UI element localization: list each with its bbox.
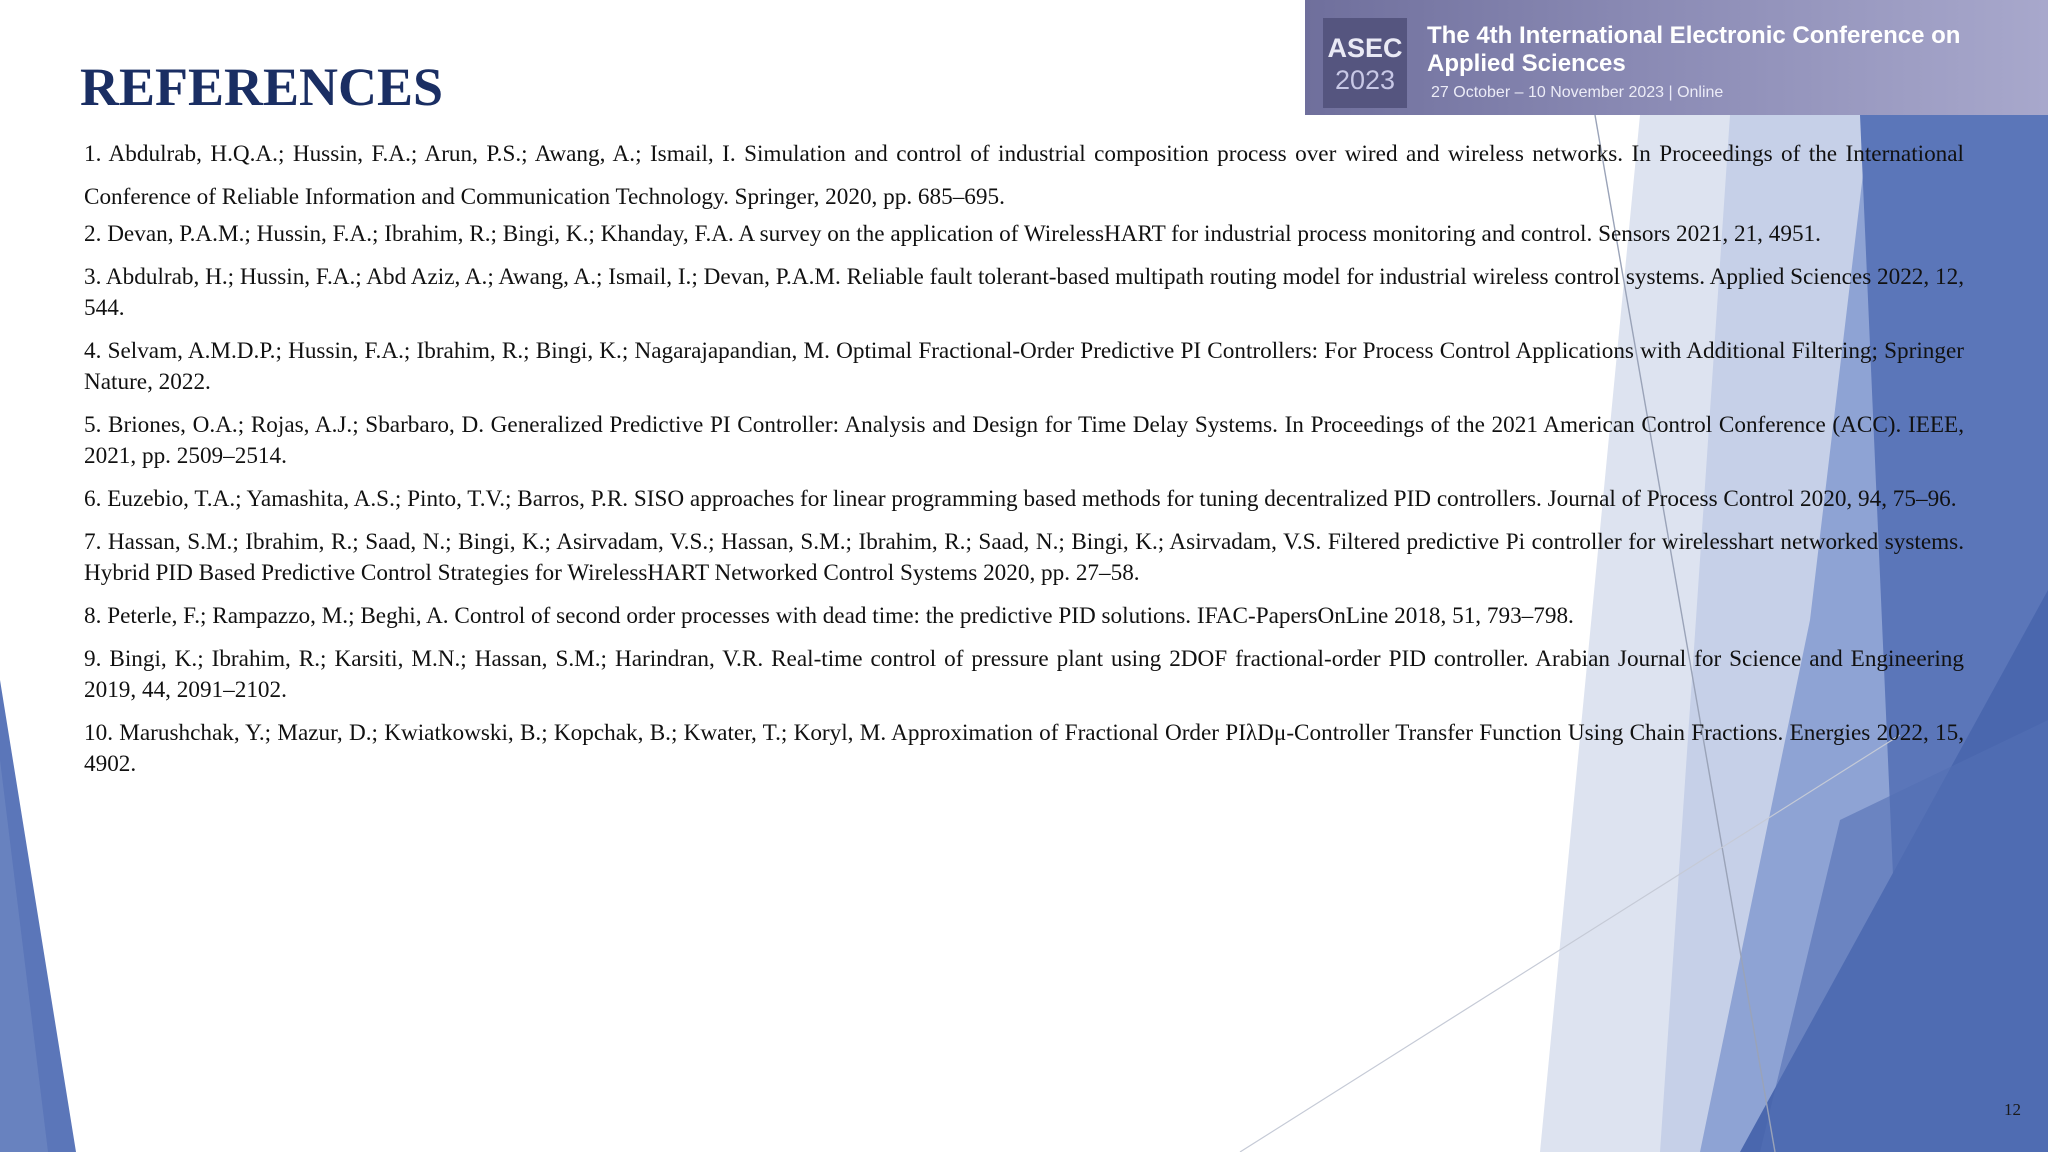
reference-item: 7. Hassan, S.M.; Ibrahim, R.; Saad, N.; Bingi, K.; Asirvadam, V.S.; Hassan, S.M.; Ibrahim, R.; Saad, N.; Bingi, K.; Asirvadam, V.S. Filtered predictive Pi controller for wirelesshart networked systems. Hybrid PID Based Predictive Control Strategies for WirelessHART Networked Control Systems 2020, pp. 27–58.: [84, 529, 1964, 586]
reference-item: 4. Selvam, A.M.D.P.; Hussin, F.A.; Ibrahim, R.; Bingi, K.; Nagarajapandian, M. Optimal Fractional-Order Predictive PI Controllers: For Process Control Applications with Additional Filtering; Springer Nature, 2022.: [84, 338, 1964, 395]
page-title: REFERENCES: [80, 57, 444, 117]
reference-item: 8. Peterle, F.; Rampazzo, M.; Beghi, A. Control of second order processes with dead time: the predictive PID solutions. IFAC-PapersOnLine 2018, 51, 793–798.: [84, 603, 1574, 629]
conference-banner: [1305, 0, 2048, 115]
reference-item: 5. Briones, O.A.; Rojas, A.J.; Sbarbaro, D. Generalized Predictive PI Controller: Analysis and Design for Time Delay Systems. In Proceedings of the 2021 American Control Conference (ACC). IEEE, 2021, pp. 2509–2514.: [84, 412, 1964, 469]
conference-dates: 27 October – 10 November 2023 | Online: [1431, 84, 1724, 101]
reference-item: 2. Devan, P.A.M.; Hussin, F.A.; Ibrahim, R.; Bingi, K.; Khanday, F.A. A survey on the application of WirelessHART for industrial process monitoring and control. Sensors 2021, 21, 4951.: [84, 221, 1821, 247]
reference-item: 3. Abdulrab, H.; Hussin, F.A.; Abd Aziz, A.; Awang, A.; Ismail, I.; Devan, P.A.M. Reliable fault tolerant-based multipath routing model for industrial wireless control systems. Applied Sciences 2022, 12, 544.: [84, 264, 1964, 321]
logo-line-1: ASEC: [1327, 33, 1403, 63]
page-number: 12: [2004, 1100, 2021, 1119]
reference-list: [84, 133, 1964, 792]
conference-logo: [1323, 18, 1407, 108]
reference-item: 1. Abdulrab, H.Q.A.; Hussin, F.A.; Arun, P.S.; Awang, A.; Ismail, I. Simulation and control of industrial composition process over wired and wireless networks. In Proceedings of the International Conference of Reliable Information and Communication Technology. Springer, 2020, pp. 685–695.: [84, 141, 1964, 210]
logo-line-2: 2023: [1334, 65, 1396, 95]
reference-item: 6. Euzebio, T.A.; Yamashita, A.S.; Pinto, T.V.; Barros, P.R. SISO approaches for linear programming based methods for tuning decentralized PID controllers. Journal of Process Control 2020, 94, 75–96.: [84, 486, 1957, 512]
reference-item: 10. Marushchak, Y.; Mazur, D.; Kwiatkowski, B.; Kopchak, B.; Kwater, T.; Koryl, M. Approximation of Fractional Order PIλDμ-Controller Transfer Function Using Chain Fractions. Energies 2022, 15, 4902.: [84, 720, 1964, 777]
reference-item: 9. Bingi, K.; Ibrahim, R.; Karsiti, M.N.; Hassan, S.M.; Harindran, V.R. Real-time control of pressure plant using 2DOF fractional-order PID controller. Arabian Journal for Science and Engineering 2019, 44, 2091–2102.: [84, 646, 1964, 703]
conference-title: The 4th International Electronic Conference on Applied Sciences: [1427, 22, 1961, 77]
